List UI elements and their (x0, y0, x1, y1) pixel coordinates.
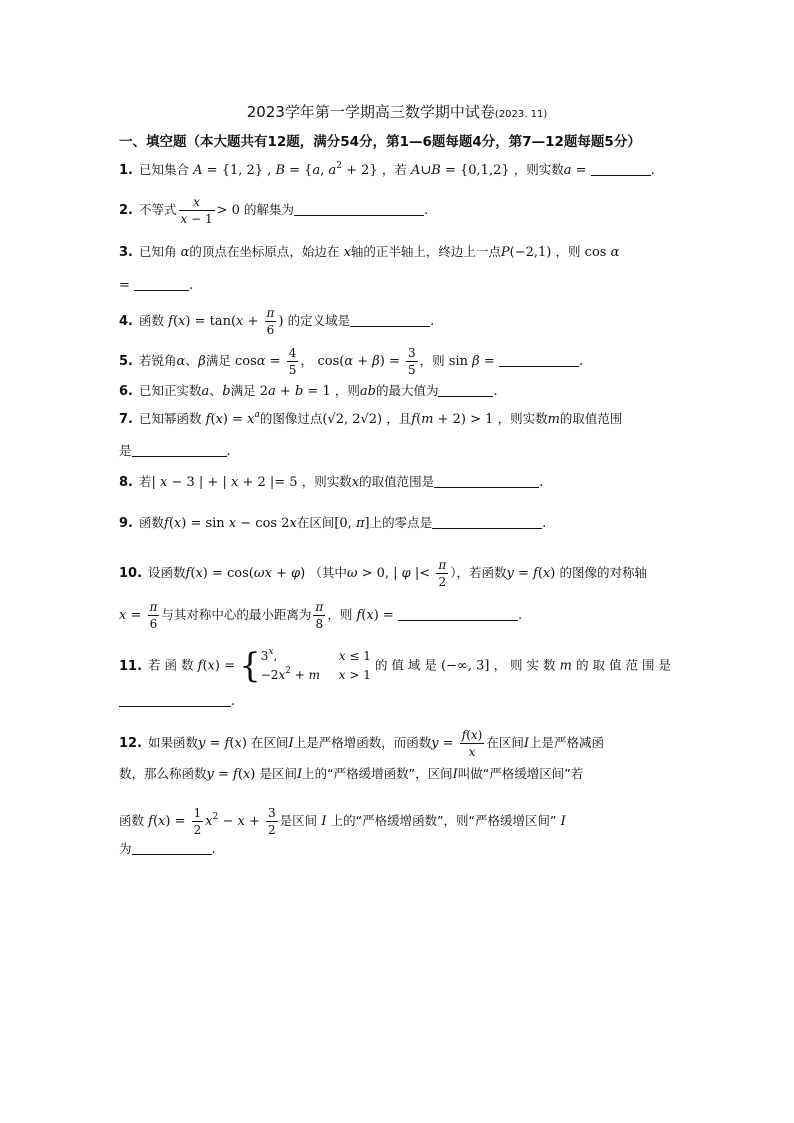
fraction: $\frac{\pi}{6}$ (266, 306, 275, 337)
question-number: 5. (119, 354, 133, 369)
question-text: 的最大值为 (375, 383, 439, 398)
question-text: 是区间 (279, 813, 318, 828)
question-text: ，则实数 (497, 411, 548, 426)
answer-blank[interactable] (499, 354, 579, 367)
question-1: 1. 已知集合 A = {1, 2} , B = {a, $a^2 + 2$} ，若 A∪B = {0,1,2} ，则实数a = . (119, 161, 655, 178)
question-11: 11. 若 函 数 f(x) = { 3$^x$, x ≤ 1 $-2x^2 + m$ x > 1 的 值 域 是 (−∞, 3] ， 则 实 数 m 的 取 值 范 围 是 (119, 646, 671, 686)
question-text: ，且 (386, 411, 412, 426)
answer-blank[interactable] (119, 694, 231, 707)
question-number: 6. (119, 384, 133, 399)
question-text: 的图像过点 (259, 411, 323, 426)
title-date: (2023. 11) (494, 109, 548, 120)
question-text: 若锐角 (138, 353, 177, 368)
question-text: ，则 (419, 353, 445, 368)
question-text: 的取值范围 (559, 411, 623, 426)
answer-blank[interactable] (432, 516, 542, 529)
question-3: 3. 已知角 α的顶点在坐标原点，始边在 x轴的正半轴上，终边上一点P(−2,1) ，则 cos α (119, 244, 620, 260)
question-9: 9. 函数f(x) = sin x − cos 2x在区间[0, π]上的零点是 . (119, 515, 547, 531)
question-text: 为 (119, 841, 132, 856)
question-number: 3. (119, 245, 133, 260)
question-text: 已知角 (138, 244, 177, 259)
question-text: ，则实数 (301, 474, 352, 489)
question-text: 满足 (205, 353, 231, 368)
question-number: 4. (119, 314, 133, 329)
question-text: 不等式 (138, 202, 177, 217)
question-text: （其中 (309, 565, 347, 580)
question-text: 的 值 域 是 (374, 657, 437, 673)
question-number: 1. (119, 163, 133, 178)
question-2: 2. 不等式 $\frac{x}{x - 1}$ > 0 的解集为 . (119, 195, 429, 226)
answer-blank[interactable] (294, 203, 424, 216)
question-number: 11. (119, 658, 143, 674)
question-text: ，若 (381, 162, 407, 177)
answer-blank[interactable] (132, 444, 227, 457)
question-number: 10. (119, 566, 143, 581)
question-text: 上是严格减函 (529, 735, 605, 750)
question-text: 在区间 (296, 515, 335, 530)
question-5: 5. 若锐角α、β满足 cosα = $\frac{4}{5}$ ， cos(α + β) = $\frac{3}{5}$ ，则 sin β = . (119, 346, 583, 377)
answer-blank[interactable] (434, 475, 539, 488)
answer-blank[interactable] (350, 314, 430, 327)
question-text: 的定义域是 (287, 313, 351, 328)
exam-title (0, 101, 794, 122)
question-number: 12. (119, 736, 143, 751)
answer-blank[interactable] (398, 608, 518, 621)
question-text: 若 函 数 (148, 657, 194, 673)
question-text: ，则 (334, 383, 360, 398)
question-3-continued: = . (119, 278, 194, 293)
fraction: $\frac{1}{2}$ (193, 806, 202, 837)
question-text: 是区间 (259, 766, 298, 781)
question-text: 如果函数 (148, 735, 199, 750)
question-text: 的解集为 (244, 202, 295, 217)
question-text: 已知集合 (138, 162, 189, 177)
fraction: $\frac{x}{x - 1}$ (180, 195, 213, 226)
question-number: 8. (119, 475, 133, 490)
answer-blank[interactable] (591, 163, 651, 176)
fraction: $\frac{\pi}{8}$ (315, 600, 324, 631)
question-text: 已知正实数 (138, 383, 202, 398)
question-text: 上的“严格缓增函数”，区间 (302, 766, 453, 781)
question-12-line-4: 为 . (119, 841, 216, 857)
question-text: 的 取 值 范 围 是 (576, 657, 671, 673)
question-text: 若 (138, 474, 152, 489)
question-text: 的取值范围是 (359, 474, 435, 489)
question-7: 7. 已知幂函数 $f(x) = x^a$的图像过点(√2, 2√2) ，且f(m + 2) > 1 ，则实数m的取值范围 (119, 410, 623, 427)
question-text: ），若函数 (450, 565, 507, 580)
question-number: 2. (119, 203, 133, 218)
question-10-continued: x = $\frac{\pi}{6}$ 与其对称中心的最小距离为 $\frac{\pi}{8}$ ，则 f(x) = . (119, 600, 523, 631)
question-text: ， 则 实 数 (493, 657, 556, 673)
question-text: 上是严格增函数，而函数 (293, 735, 432, 750)
question-text: 是 (119, 443, 132, 458)
fraction: $\frac{4}{5}$ (288, 346, 297, 377)
question-text: 上的零点是 (369, 515, 433, 530)
question-4: 4. 函数 f(x) = tan(x + $\frac{\pi}{6}$ ) 的定义域是 . (119, 306, 435, 337)
question-number: 9. (119, 516, 133, 531)
question-12-line-2: 数，那么称函数y = f(x) 是区间I上的“严格缓增函数”，区间I叫做“严格缓增区间”若 (119, 766, 584, 782)
question-text: 叫做“严格缓增区间”若 (457, 766, 584, 781)
question-text: 满足 (230, 383, 256, 398)
question-text: 函数 (138, 515, 164, 530)
answer-blank[interactable] (438, 384, 493, 397)
question-text: 函数 (119, 813, 145, 828)
fraction: $\frac{\pi}{2}$ (438, 558, 447, 589)
question-text: 在区间 (486, 735, 524, 750)
question-text: 已知幂函数 (138, 411, 202, 426)
question-11-continued: . (119, 694, 235, 708)
question-text: 上的“严格缓增函数”，则“严格缓增区间” (330, 813, 557, 828)
question-text: 设函数 (148, 565, 186, 580)
question-text: ，则 (327, 607, 353, 622)
question-12-line-3: 函数 f(x) = $\frac{1}{2}$ $x^2 - x$ + $\frac{3}{2}$ 是区间 I 上的“严格缓增函数”，则“严格缓增区间” I (119, 806, 566, 837)
section-heading: 一、填空题（本大题共有12题，满分54分，第1—6题每题4分，第7—12题每题5分） (119, 134, 641, 150)
title-text: 2023学年第一学期高三数学期中试卷 (246, 103, 495, 121)
question-text: ，则 (555, 244, 581, 259)
question-6: 6. 已知正实数a、b满足 2a + b = 1 ，则ab的最大值为 . (119, 383, 498, 399)
fraction: $\frac{\pi}{6}$ (149, 600, 158, 631)
fraction: $\frac{3}{5}$ (408, 346, 416, 377)
answer-blank[interactable] (134, 278, 189, 291)
question-text: 与其对称中心的最小距离为 (161, 607, 312, 622)
fraction: $\frac{f(x)}{x}$ (461, 728, 483, 759)
piecewise-function: 3$^x$, x ≤ 1 $-2x^2 + m$ x > 1 (260, 647, 371, 682)
question-text: 的图像的对称轴 (559, 565, 647, 580)
answer-blank[interactable] (132, 842, 212, 855)
question-10: 10. 设函数f(x) = cos(ωx + φ) （其中ω > 0, | φ |< $\frac{\pi}{2}$ ），若函数y = f(x) 的图像的对称轴 (119, 558, 647, 589)
question-text: 的顶点在坐标原点，始边在 (189, 244, 340, 259)
question-number: 7. (119, 412, 133, 427)
question-text: 轴的正半轴上，终边上一点 (350, 244, 501, 259)
question-12: 12. 如果函数y = f(x) 在区间I上是严格增函数，而函数y = $\frac{f(x)}{x}$ 在区间I上是严格减函 (119, 728, 605, 759)
question-text: 数，那么称函数 (119, 766, 207, 781)
question-text: 在区间 (251, 735, 289, 750)
question-text: ，则实数 (513, 162, 564, 177)
question-7-continued: 是 . (119, 443, 231, 459)
question-text: 函数 (138, 313, 164, 328)
question-8: 8. 若| x − 3 | + | x + 2 |= 5 ，则实数x的取值范围是 . (119, 474, 544, 490)
fraction: $\frac{3}{2}$ (268, 806, 276, 837)
